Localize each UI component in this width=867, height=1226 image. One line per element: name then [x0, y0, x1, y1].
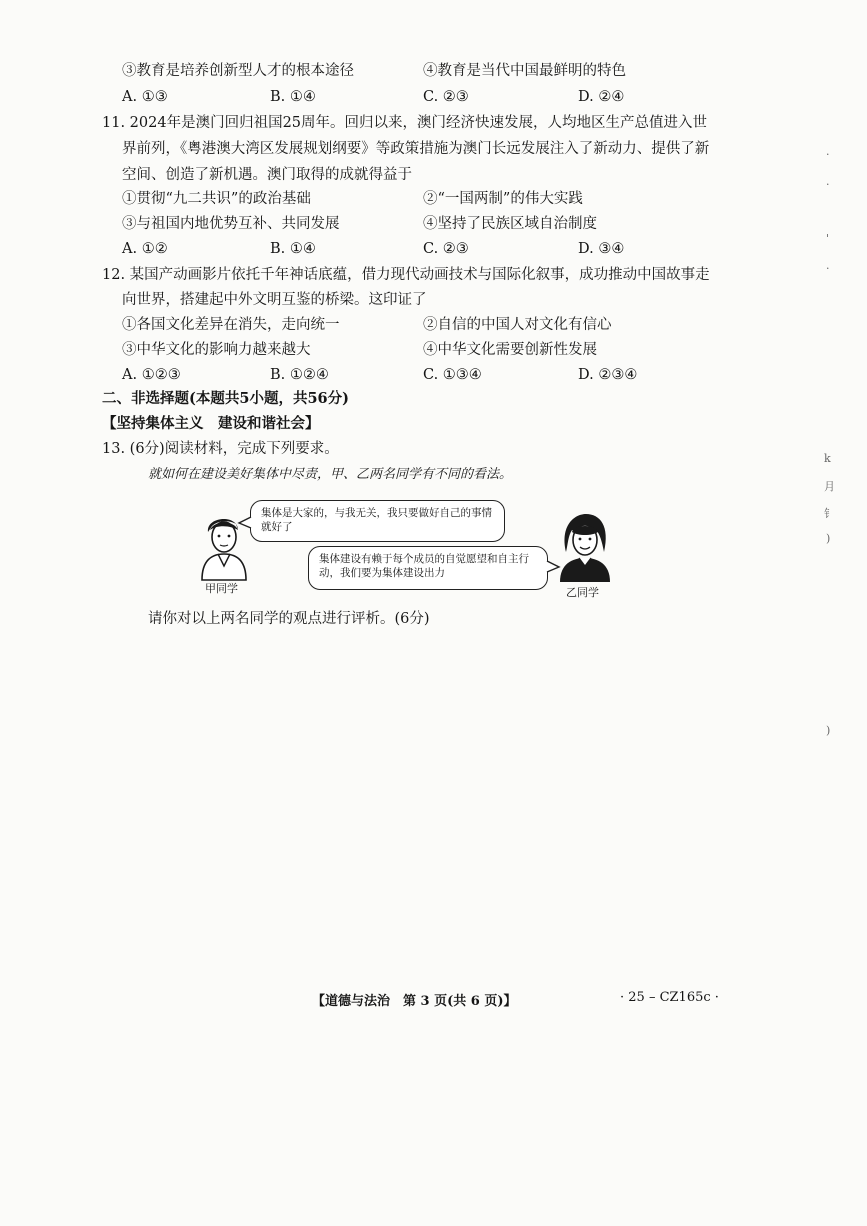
q10-choice-b: B. ①④ — [270, 89, 316, 105]
margin-mark: 钅 — [824, 507, 835, 520]
margin-mark: ) — [826, 724, 831, 737]
q12-option-3: ③中华文化的影响力越来越大 — [122, 342, 311, 358]
q10-option-3: ③教育是培养创新型人才的根本途径 — [122, 63, 354, 79]
q11-choice-b: B. ①④ — [270, 241, 316, 257]
q10-option-4: ④教育是当代中国最鲜明的特色 — [423, 63, 626, 79]
q11-stem-line-1: 11. 2024年是澳门回归祖国25周年。回归以来，澳门经济快速发展，人均地区生产总值进入世 — [102, 115, 708, 131]
speech-bubble-a: 集体是大家的，与我无关，我只要做好自己的事情就好了 — [250, 500, 505, 542]
margin-mark: · — [826, 262, 830, 275]
margin-mark: ' — [826, 232, 830, 245]
q10-choice-c: C. ②③ — [423, 89, 469, 105]
q12-choice-a: A. ①②③ — [122, 367, 181, 383]
margin-mark: · — [826, 148, 830, 161]
bubble-a-tail — [238, 516, 254, 530]
margin-mark: · — [826, 178, 830, 191]
margin-mark: 月 — [824, 480, 835, 493]
q10-choice-a: A. ①③ — [122, 89, 168, 105]
section-heading: 二、非选择题(本题共5小题，共56分) — [102, 390, 349, 407]
student-b-figure — [556, 512, 614, 582]
q11-stem-line-2: 界前列，《粤港澳大湾区发展规划纲要》等政策措施为澳门长远发展注入了新动力、提供了新 — [122, 141, 710, 157]
q12-option-4: ④中华文化需要创新性发展 — [423, 342, 597, 358]
q10-choice-d: D. ②④ — [578, 89, 625, 105]
q11-choice-a: A. ①② — [122, 241, 168, 257]
section-theme: 【坚持集体主义 建设和谐社会】 — [102, 415, 320, 432]
speech-bubble-b: 集体建设有赖于每个成员的自觉愿望和自主行动，我们要为集体建设出力 — [308, 546, 548, 590]
q13-intro: 就如何在建设美好集体中尽责，甲、乙两名同学有不同的看法。 — [148, 467, 513, 482]
q12-stem-line-2: 向世界，搭建起中外文明互鉴的桥梁。这印证了 — [122, 292, 427, 308]
q11-option-1: ①贯彻“九二共识”的政治基础 — [122, 191, 311, 207]
q11-choice-c: C. ②③ — [423, 241, 469, 257]
q11-stem-line-3: 空间、创造了新机遇。澳门取得的成就得益于 — [122, 167, 412, 183]
q13-stem: 13. (6分)阅读材料，完成下列要求。 — [102, 441, 339, 457]
margin-mark: ) — [826, 532, 831, 545]
margin-mark: k — [824, 452, 831, 465]
q11-choice-d: D. ③④ — [578, 241, 625, 257]
q12-option-2: ②自信的中国人对文化有信心 — [423, 317, 612, 333]
student-b-label: 乙同学 — [566, 586, 599, 599]
q12-choice-c: C. ①③④ — [423, 367, 482, 383]
q12-choice-b: B. ①②④ — [270, 367, 329, 383]
student-a-label: 甲同学 — [205, 582, 238, 595]
q11-option-3: ③与祖国内地优势互补、共同发展 — [122, 216, 340, 232]
q12-option-1: ①各国文化差异在消失，走向统一 — [122, 317, 340, 333]
q11-option-2: ②“一国两制”的伟大实践 — [423, 191, 583, 207]
page-footer-code: · 25 – CZ165c · — [620, 990, 719, 1005]
q12-choice-d: D. ②③④ — [578, 367, 638, 383]
page-footer-subject: 【道德与法治 第 3 页(共 6 页)】 — [312, 994, 517, 1009]
q13-task: 请你对以上两名同学的观点进行评析。(6分) — [148, 611, 430, 627]
q12-stem-line-1: 12. 某国产动画影片依托千年神话底蕴，借力现代动画技术与国际化叙事，成功推动中国故事走 — [102, 267, 710, 283]
q11-option-4: ④坚持了民族区域自治制度 — [423, 216, 597, 232]
